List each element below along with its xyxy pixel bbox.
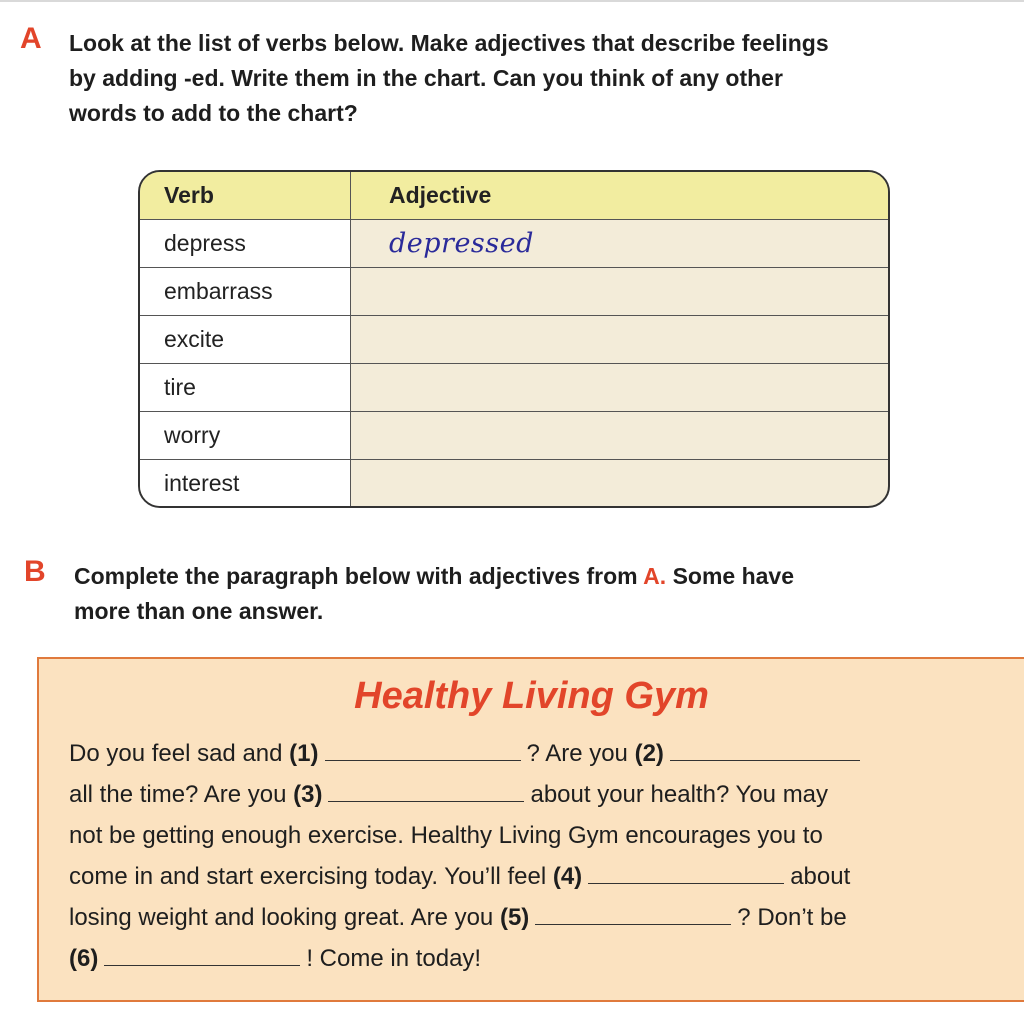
chart-header-row [140, 172, 888, 220]
paragraph-text: about [790, 863, 851, 890]
verb-cell: excite [140, 316, 351, 364]
section-b-instructions [74, 559, 794, 629]
paragraph-line [69, 938, 866, 979]
top-divider [0, 0, 1024, 2]
section-a-instructions [69, 26, 829, 131]
table-row [140, 364, 888, 412]
gym-title: Healthy Living Gym [354, 675, 709, 717]
paragraph-text: come in and start exercising today. You’ll feel [69, 863, 547, 890]
table-row [140, 412, 888, 460]
instruction-line: words to add to the chart? [69, 100, 358, 126]
instruction-text: Some have [672, 563, 795, 589]
table-row [140, 220, 888, 268]
gym-paragraph [69, 733, 866, 979]
instruction-line: more than one answer. [74, 598, 324, 624]
paragraph-text: Do you feel sad and [69, 740, 283, 767]
table-row [140, 268, 888, 316]
section-a-reference: A. [643, 563, 667, 589]
paragraph-text: about your health? You may [530, 781, 829, 808]
paragraph-text: losing weight and looking great. Are you [69, 904, 494, 931]
adjective-cell[interactable] [351, 460, 889, 508]
paragraph-text: all the time? Are you [69, 781, 287, 808]
verb-column-header: Verb [140, 172, 351, 220]
blank-number: (4) [552, 863, 583, 890]
gym-paragraph-box [37, 657, 1024, 1002]
paragraph-line [69, 774, 866, 815]
paragraph-text: ? Don’t be [737, 904, 847, 931]
handwritten-answer: depressed [389, 228, 534, 259]
instruction-line: Look at the list of verbs below. Make adjectives that describe feelings [69, 30, 829, 56]
verb-cell: embarrass [140, 268, 351, 316]
instruction-line: by adding -ed. Write them in the chart. Can you think of any other [69, 65, 783, 91]
blank-number: (6) [69, 945, 99, 972]
answer-blank-1[interactable] [325, 740, 521, 761]
verb-cell: depress [140, 220, 351, 268]
answer-blank-3[interactable] [328, 781, 524, 802]
answer-blank-5[interactable] [535, 904, 731, 925]
paragraph-line: not be getting enough exercise. Healthy Living Gym encourages you to [69, 822, 823, 849]
paragraph-line [69, 733, 866, 774]
adjective-cell[interactable] [351, 364, 889, 412]
table-row [140, 316, 888, 364]
adjective-cell[interactable] [351, 412, 889, 460]
verb-adjective-chart [138, 170, 890, 508]
verb-cell: tire [140, 364, 351, 412]
paragraph-line [69, 897, 866, 938]
verb-cell: worry [140, 412, 351, 460]
paragraph-line [69, 856, 866, 897]
section-b-letter: B [24, 555, 46, 588]
instruction-text: Complete the paragraph below with adjectives from [74, 563, 638, 589]
adjective-cell[interactable] [351, 268, 889, 316]
blank-number: (1) [289, 740, 319, 767]
table-row [140, 460, 888, 508]
adjective-column-header: Adjective [351, 172, 889, 220]
verb-cell: interest [140, 460, 351, 508]
instruction-line [74, 559, 794, 594]
section-a-letter: A [20, 22, 42, 55]
paragraph-text: ! Come in today! [306, 945, 482, 972]
answer-blank-6[interactable] [104, 945, 300, 966]
paragraph-text: ? Are you [526, 740, 628, 767]
adjective-cell[interactable] [351, 316, 889, 364]
answer-blank-4[interactable] [588, 863, 784, 884]
blank-number: (2) [634, 740, 664, 767]
blank-number: (3) [293, 781, 323, 808]
adjective-cell[interactable] [351, 220, 889, 268]
answer-blank-2[interactable] [670, 740, 860, 761]
blank-number: (5) [499, 904, 530, 931]
